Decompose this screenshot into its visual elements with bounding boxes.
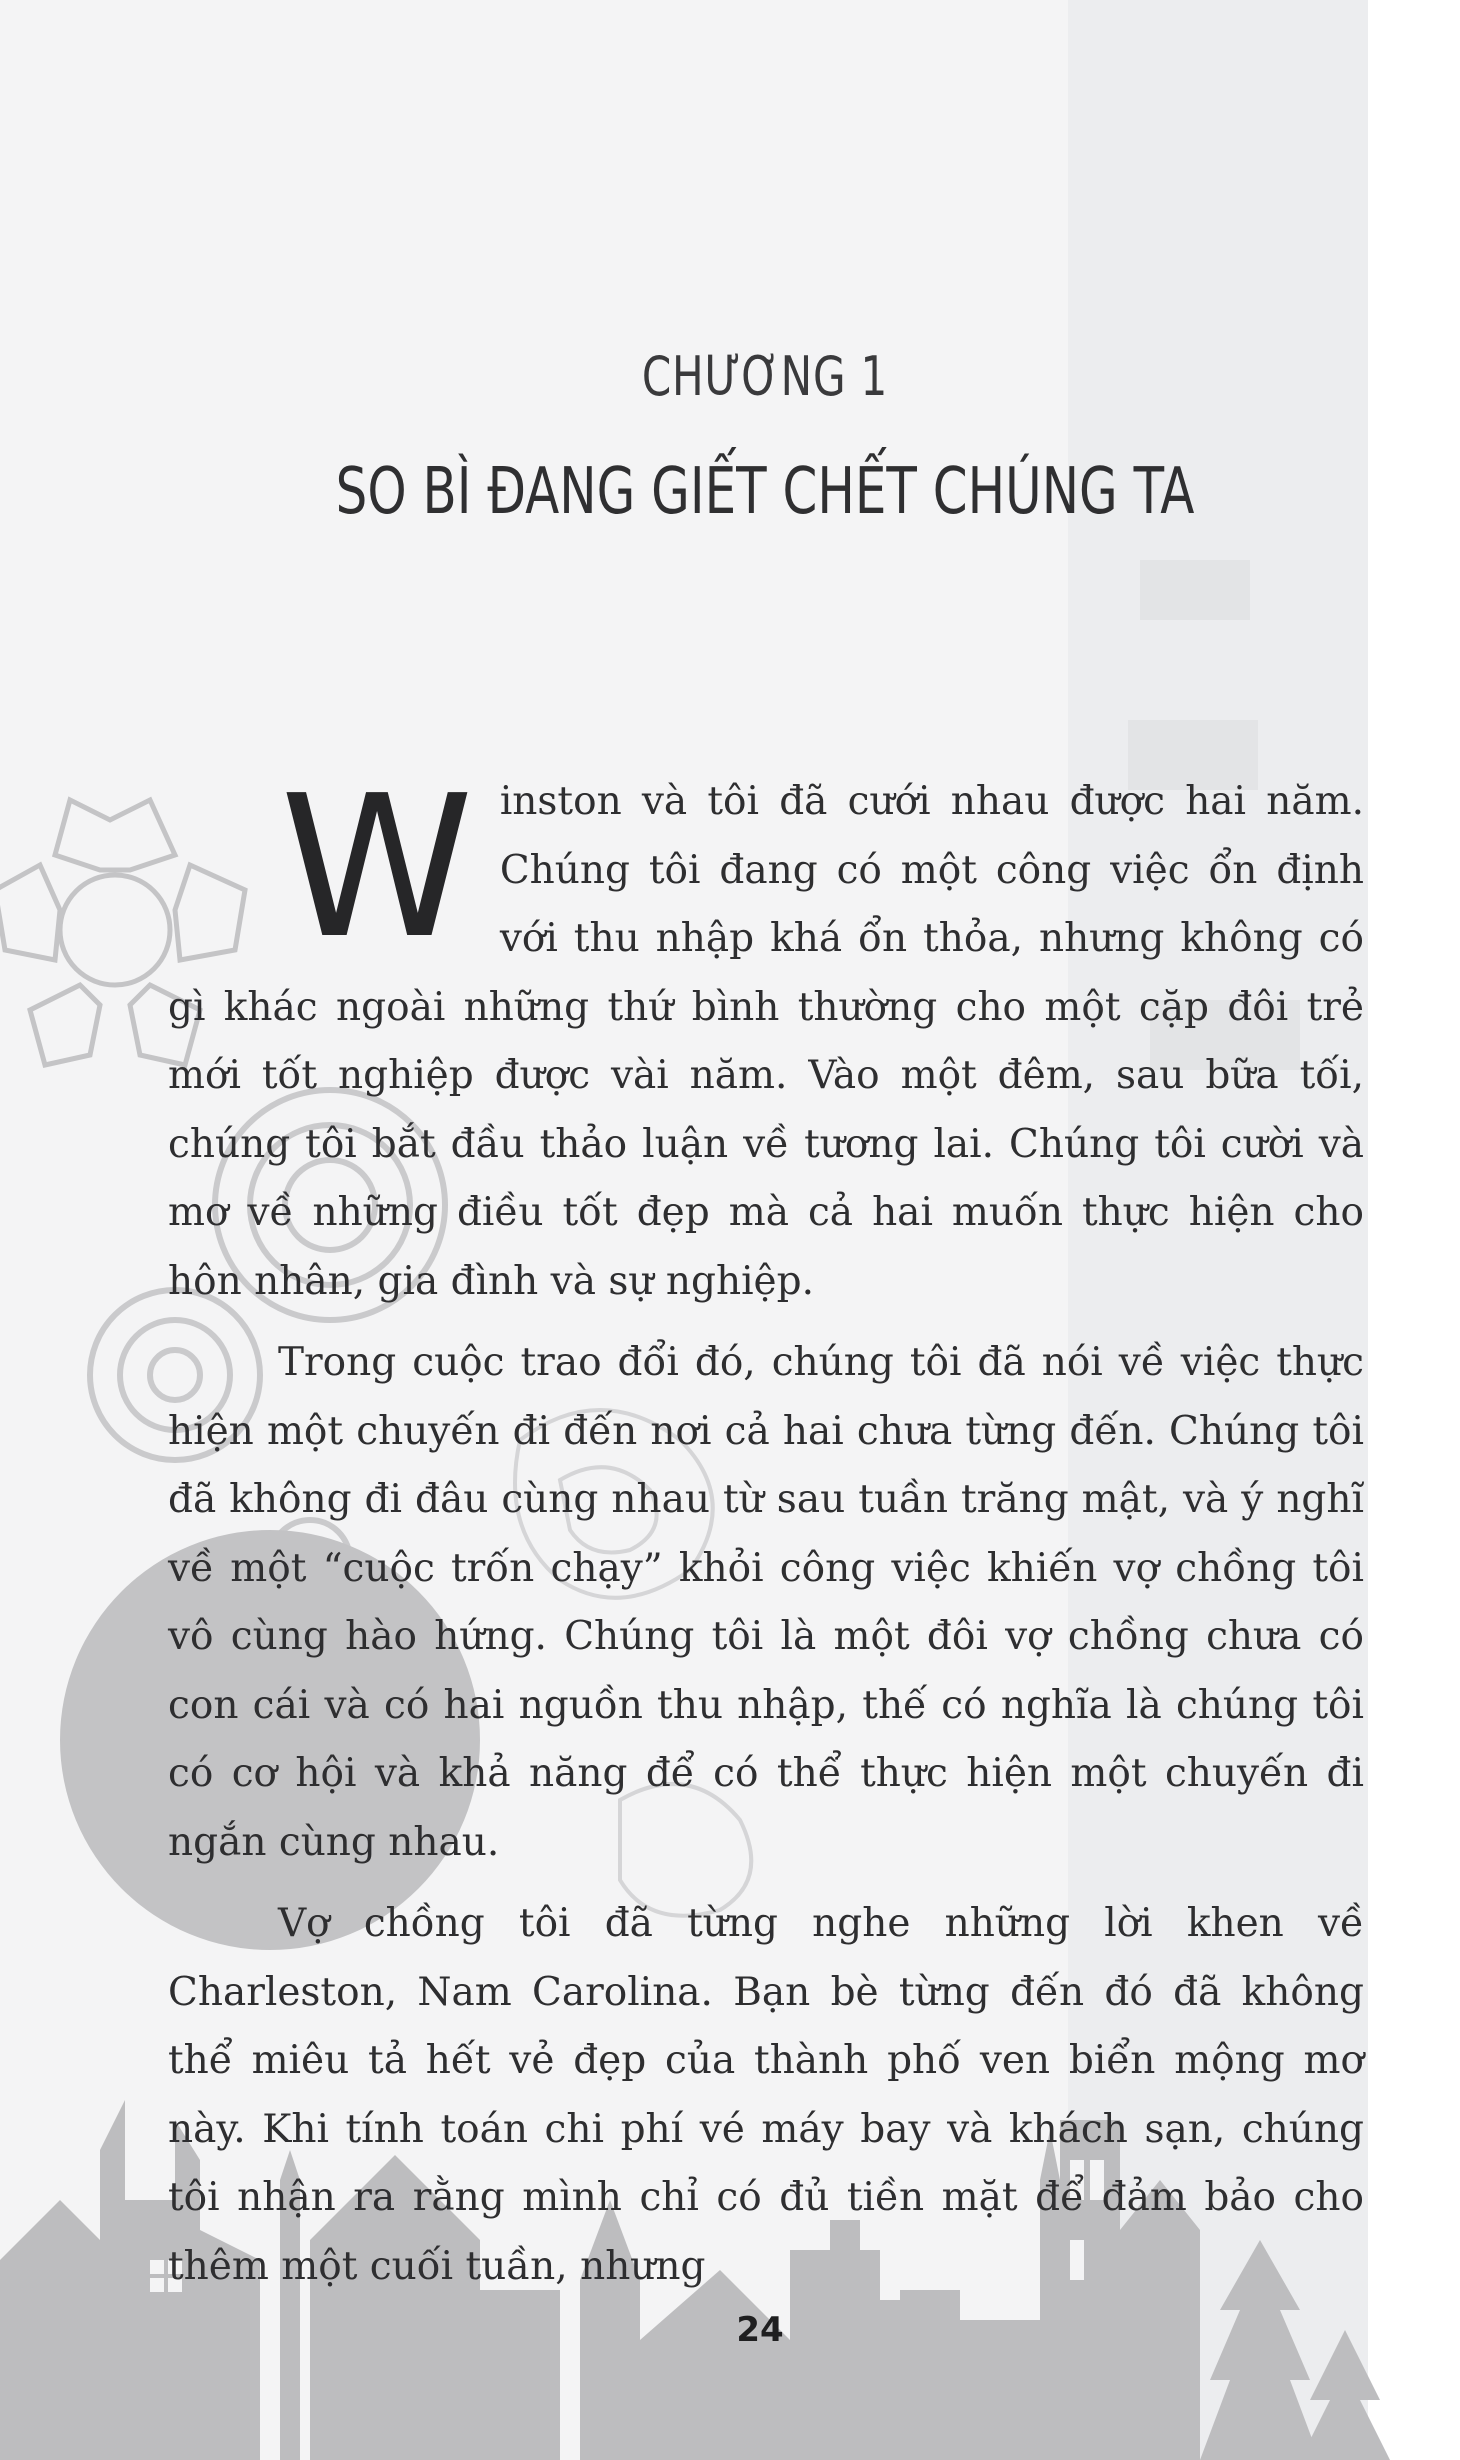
- chapter-label: CHƯƠNG 1: [641, 345, 889, 408]
- paragraph: [168, 754, 1364, 1316]
- chapter-title: SO BÌ ĐANG GIẾT CHẾT CHÚNG TA: [335, 455, 1195, 529]
- paragraph: Trong cuộc trao đổi đó, chúng tôi đã nói về việc thực hiện một chuyến đi đến nơi cả hai chưa từng đến. Chúng tôi đã không đi đâu cùng nhau từ sau tuần trăng mật, và ý nghĩ về một “cuộc trốn chạy” khỏi công việc khiến vợ chồng tôi vô cùng hào hứng. Chúng tôi là một đôi vợ chồng chưa có con cái và có hai nguồn thu nhập, thế có nghĩa là chúng tôi có cơ hội và khả năng để có thể thực hiện một chuyến đi ngắn cùng nhau.: [168, 1340, 1364, 1865]
- paragraph: Vợ chồng tôi đã từng nghe những lời khen về Charleston, Nam Carolina. Bạn bè từng đến đó đã không thể miêu tả hết vẻ đẹp của thành phố ven biển mộng mơ này. Khi tính toán chi phí vé máy bay và khách sạn, chúng tôi nhận ra rằng mình chỉ có đủ tiền mặt để đảm bảo cho thêm một cuối tuần, nhưng: [168, 1901, 1364, 2289]
- paragraph-text: inston và tôi đã cưới nhau được hai năm. Chúng tôi đang có một công việc ổn định với thu nhập khá ổn thỏa, nhưng không có gì khác ngoài những thứ bình thường cho một cặp đôi trẻ mới tốt nghiệp được vài năm. Vào một đêm, sau bữa tối, chúng tôi bắt đầu thảo luận về tương lai. Chúng tôi cười và mơ về những điều tốt đẹp mà cả hai muốn thực hiện cho hôn nhân, gia đình và sự nghiệp.: [168, 779, 1364, 1304]
- page-number: 24: [736, 2310, 784, 2350]
- body-text: [168, 754, 1364, 2314]
- drop-cap: W: [280, 754, 474, 982]
